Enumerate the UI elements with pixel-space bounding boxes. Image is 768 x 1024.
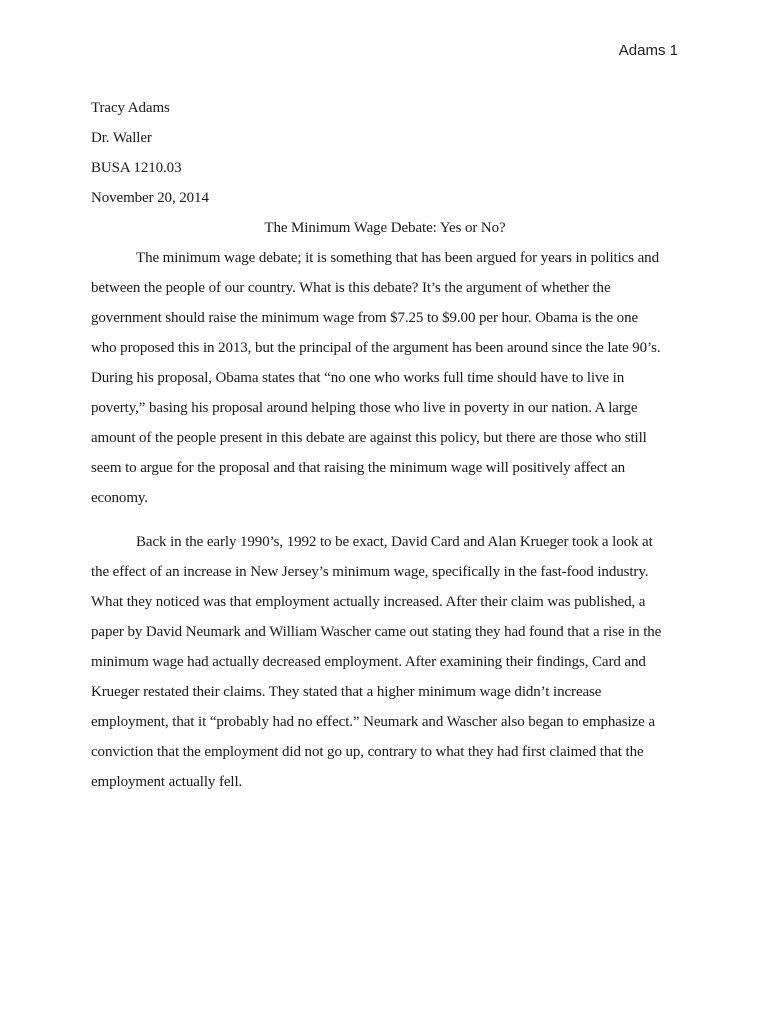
- author-name: Tracy Adams: [91, 100, 170, 116]
- text-line: conviction that the employment did not go up, contrary to what they had first claimed that the: [91, 744, 644, 760]
- running-head: Adams 1: [618, 42, 678, 59]
- text-line: What they noticed was that employment actually increased. After their claim was published, a: [91, 594, 646, 610]
- text-line: government should raise the minimum wage from $7.25 to $9.00 per hour. Obama is the one: [91, 310, 639, 326]
- paragraph-2: [91, 527, 679, 797]
- text-line: poverty,” basing his proposal around helping those who live in poverty in our nation. A large: [91, 400, 638, 416]
- course-number: BUSA 1210.03: [91, 160, 182, 176]
- text-line: employment actually fell.: [91, 774, 243, 790]
- instructor-name: Dr. Waller: [91, 130, 152, 146]
- submission-date: November 20, 2014: [91, 190, 209, 206]
- text-line: who proposed this in 2013, but the principal of the argument has been around since the late 90’s.: [91, 340, 661, 356]
- text-line: amount of the people present in this debate are against this policy, but there are those who still: [91, 430, 647, 446]
- text-line: During his proposal, Obama states that “no one who works full time should have to live in: [91, 370, 625, 386]
- text-line: Krueger restated their claims. They stated that a higher minimum wage didn’t increase: [91, 684, 602, 700]
- text-line: employment, that it “probably had no effect.” Neumark and Wascher also began to emphasize a: [91, 714, 655, 730]
- document-body: [91, 93, 679, 797]
- text-line: Back in the early 1990’s, 1992 to be exact, David Card and Alan Krueger took a look at: [136, 534, 653, 550]
- paragraph-1: [91, 243, 679, 513]
- text-line: paper by David Neumark and William Wascher came out stating they had found that a rise in the: [91, 624, 662, 640]
- text-line: seem to argue for the proposal and that raising the minimum wage will positively affect an: [91, 460, 626, 476]
- text-line: The minimum wage debate; it is something that has been argued for years in politics and: [136, 250, 659, 266]
- essay-title: The Minimum Wage Debate: Yes or No?: [264, 220, 506, 236]
- text-line: between the people of our country. What is this debate? It’s the argument of whether the: [91, 280, 611, 296]
- text-line: minimum wage had actually decreased employment. After examining their findings, Card and: [91, 654, 646, 670]
- text-line: economy.: [91, 490, 148, 506]
- text-line: the effect of an increase in New Jersey’s minimum wage, specifically in the fast-food industry.: [91, 564, 649, 580]
